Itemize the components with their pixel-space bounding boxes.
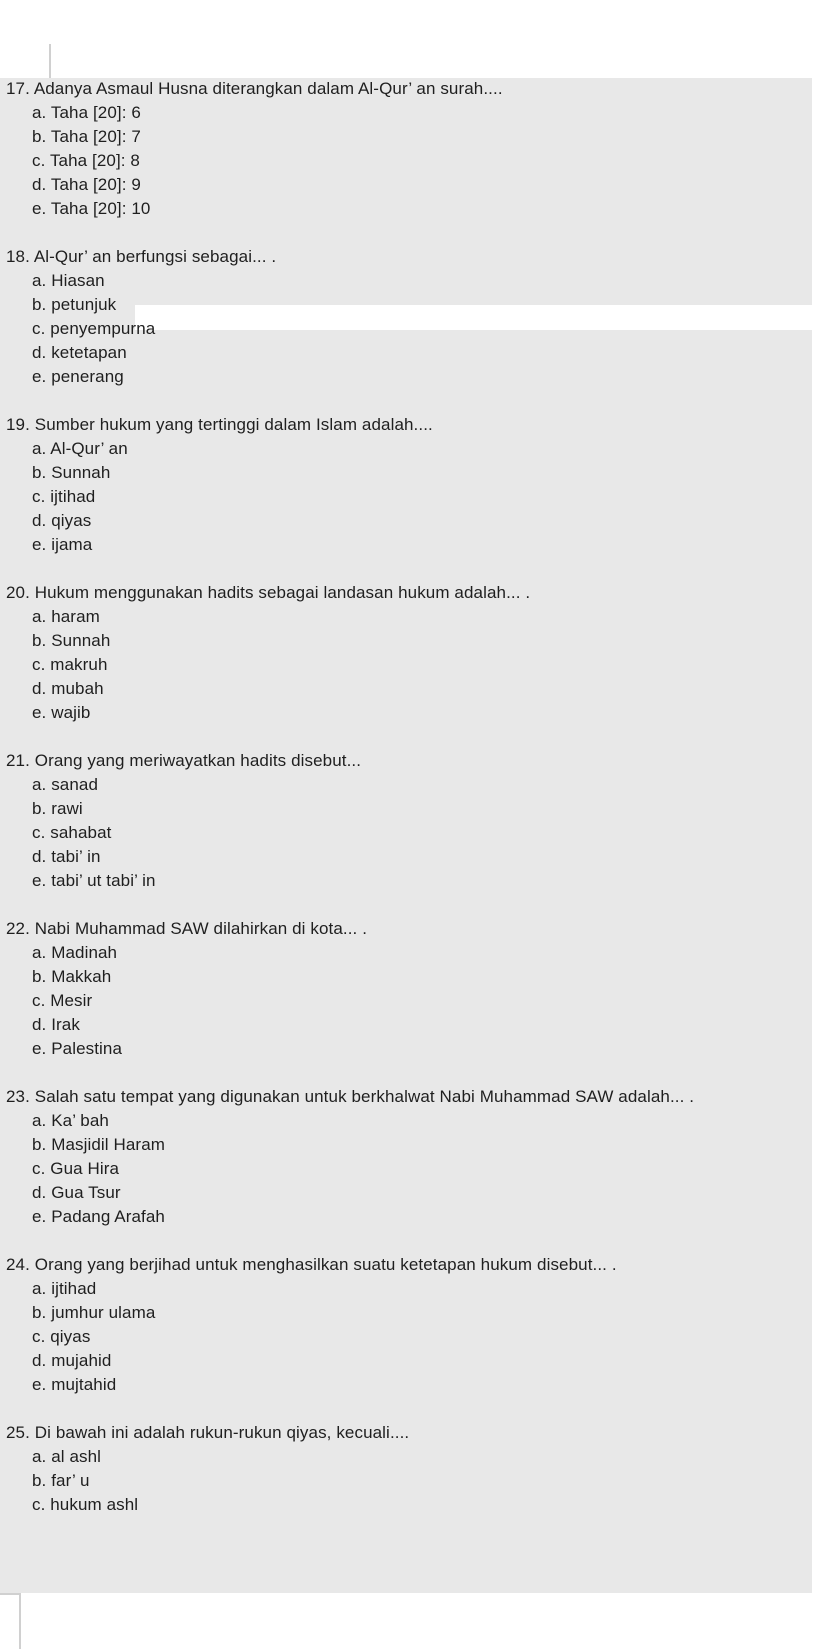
question-18-stem: 18. Al-Qur’ an berfungsi sebagai... . [6, 247, 277, 266]
question-24-option-d[interactable]: d. mujahid [32, 1351, 112, 1370]
question-19-option-c[interactable]: c. ijtihad [32, 487, 96, 506]
question-18-option-c[interactable]: c. penyempurna [32, 319, 156, 338]
question-23-option-b[interactable]: b. Masjidil Haram [32, 1135, 166, 1154]
question-19-option-d[interactable]: d. qiyas [32, 511, 92, 530]
question-21-option-d[interactable]: d. tabi’ in [32, 847, 101, 866]
question-20-stem: 20. Hukum menggunakan hadits sebagai landasan hukum adalah... . [6, 583, 531, 602]
question-21-option-a[interactable]: a. sanad [32, 775, 99, 794]
question-21-option-c[interactable]: c. sahabat [32, 823, 112, 842]
question-18-option-d[interactable]: d. ketetapan [32, 343, 127, 362]
question-17-option-c[interactable]: c. Taha [20]: 8 [32, 151, 140, 170]
question-17-option-a[interactable]: a. Taha [20]: 6 [32, 103, 141, 122]
question-17-option-b[interactable]: b. Taha [20]: 7 [32, 127, 141, 146]
question-22-option-b[interactable]: b. Makkah [32, 967, 112, 986]
question-21-option-b[interactable]: b. rawi [32, 799, 83, 818]
question-17-option-e[interactable]: e. Taha [20]: 10 [32, 199, 151, 218]
question-19-option-b[interactable]: b. Sunnah [32, 463, 111, 482]
question-25-stem: 25. Di bawah ini adalah rukun-rukun qiyas, kecuali.... [6, 1423, 410, 1442]
question-22-option-c[interactable]: c. Mesir [32, 991, 93, 1010]
question-18-option-a[interactable]: a. Hiasan [32, 271, 105, 290]
question-25-option-a[interactable]: a. al ashl [32, 1447, 102, 1466]
question-sheet [0, 78, 812, 1593]
question-19-option-a[interactable]: a. Al-Qur’ an [32, 439, 128, 458]
question-22-option-e[interactable]: e. Palestina [32, 1039, 123, 1058]
question-23-option-c[interactable]: c. Gua Hira [32, 1159, 120, 1178]
question-17-option-d[interactable]: d. Taha [20]: 9 [32, 175, 141, 194]
question-21-option-e[interactable]: e. tabi’ ut tabi’ in [32, 871, 156, 890]
question-24-option-b[interactable]: b. jumhur ulama [32, 1303, 156, 1322]
question-20-option-b[interactable]: b. Sunnah [32, 631, 111, 650]
question-21-stem: 21. Orang yang meriwayatkan hadits disebut... [6, 751, 362, 770]
question-24-option-a[interactable]: a. ijtihad [32, 1279, 97, 1298]
question-23-option-a[interactable]: a. Ka’ bah [32, 1111, 109, 1130]
question-23-option-e[interactable]: e. Padang Arafah [32, 1207, 165, 1226]
question-18-option-e[interactable]: e. penerang [32, 367, 124, 386]
question-18-option-b[interactable]: b. petunjuk [32, 295, 117, 314]
question-22-option-d[interactable]: d. Irak [32, 1015, 80, 1034]
question-22-option-a[interactable]: a. Madinah [32, 943, 118, 962]
question-20-option-c[interactable]: c. makruh [32, 655, 108, 674]
question-17-stem: 17. Adanya Asmaul Husna diterangkan dalam Al-Qur’ an surah.... [6, 79, 503, 98]
question-19-option-e[interactable]: e. ijama [32, 535, 93, 554]
question-23-option-d[interactable]: d. Gua Tsur [32, 1183, 121, 1202]
question-22-stem: 22. Nabi Muhammad SAW dilahirkan di kota... . [6, 919, 368, 938]
page-corner-mark-bottom [0, 1593, 21, 1649]
page-corner-mark-top [19, 44, 51, 82]
question-23-stem: 23. Salah satu tempat yang digunakan untuk berkhalwat Nabi Muhammad SAW adalah... . [6, 1087, 695, 1106]
question-24-option-e[interactable]: e. mujtahid [32, 1375, 117, 1394]
question-24-option-c[interactable]: c. qiyas [32, 1327, 91, 1346]
question-25-option-c[interactable]: c. hukum ashl [32, 1495, 139, 1514]
question-20-option-d[interactable]: d. mubah [32, 679, 104, 698]
question-25-option-b[interactable]: b. far’ u [32, 1471, 90, 1490]
question-19-stem: 19. Sumber hukum yang tertinggi dalam Islam adalah.... [6, 415, 433, 434]
question-24-stem: 24. Orang yang berjihad untuk menghasilkan suatu ketetapan hukum disebut... . [6, 1255, 617, 1274]
question-20-option-e[interactable]: e. wajib [32, 703, 91, 722]
question-20-option-a[interactable]: a. haram [32, 607, 100, 626]
